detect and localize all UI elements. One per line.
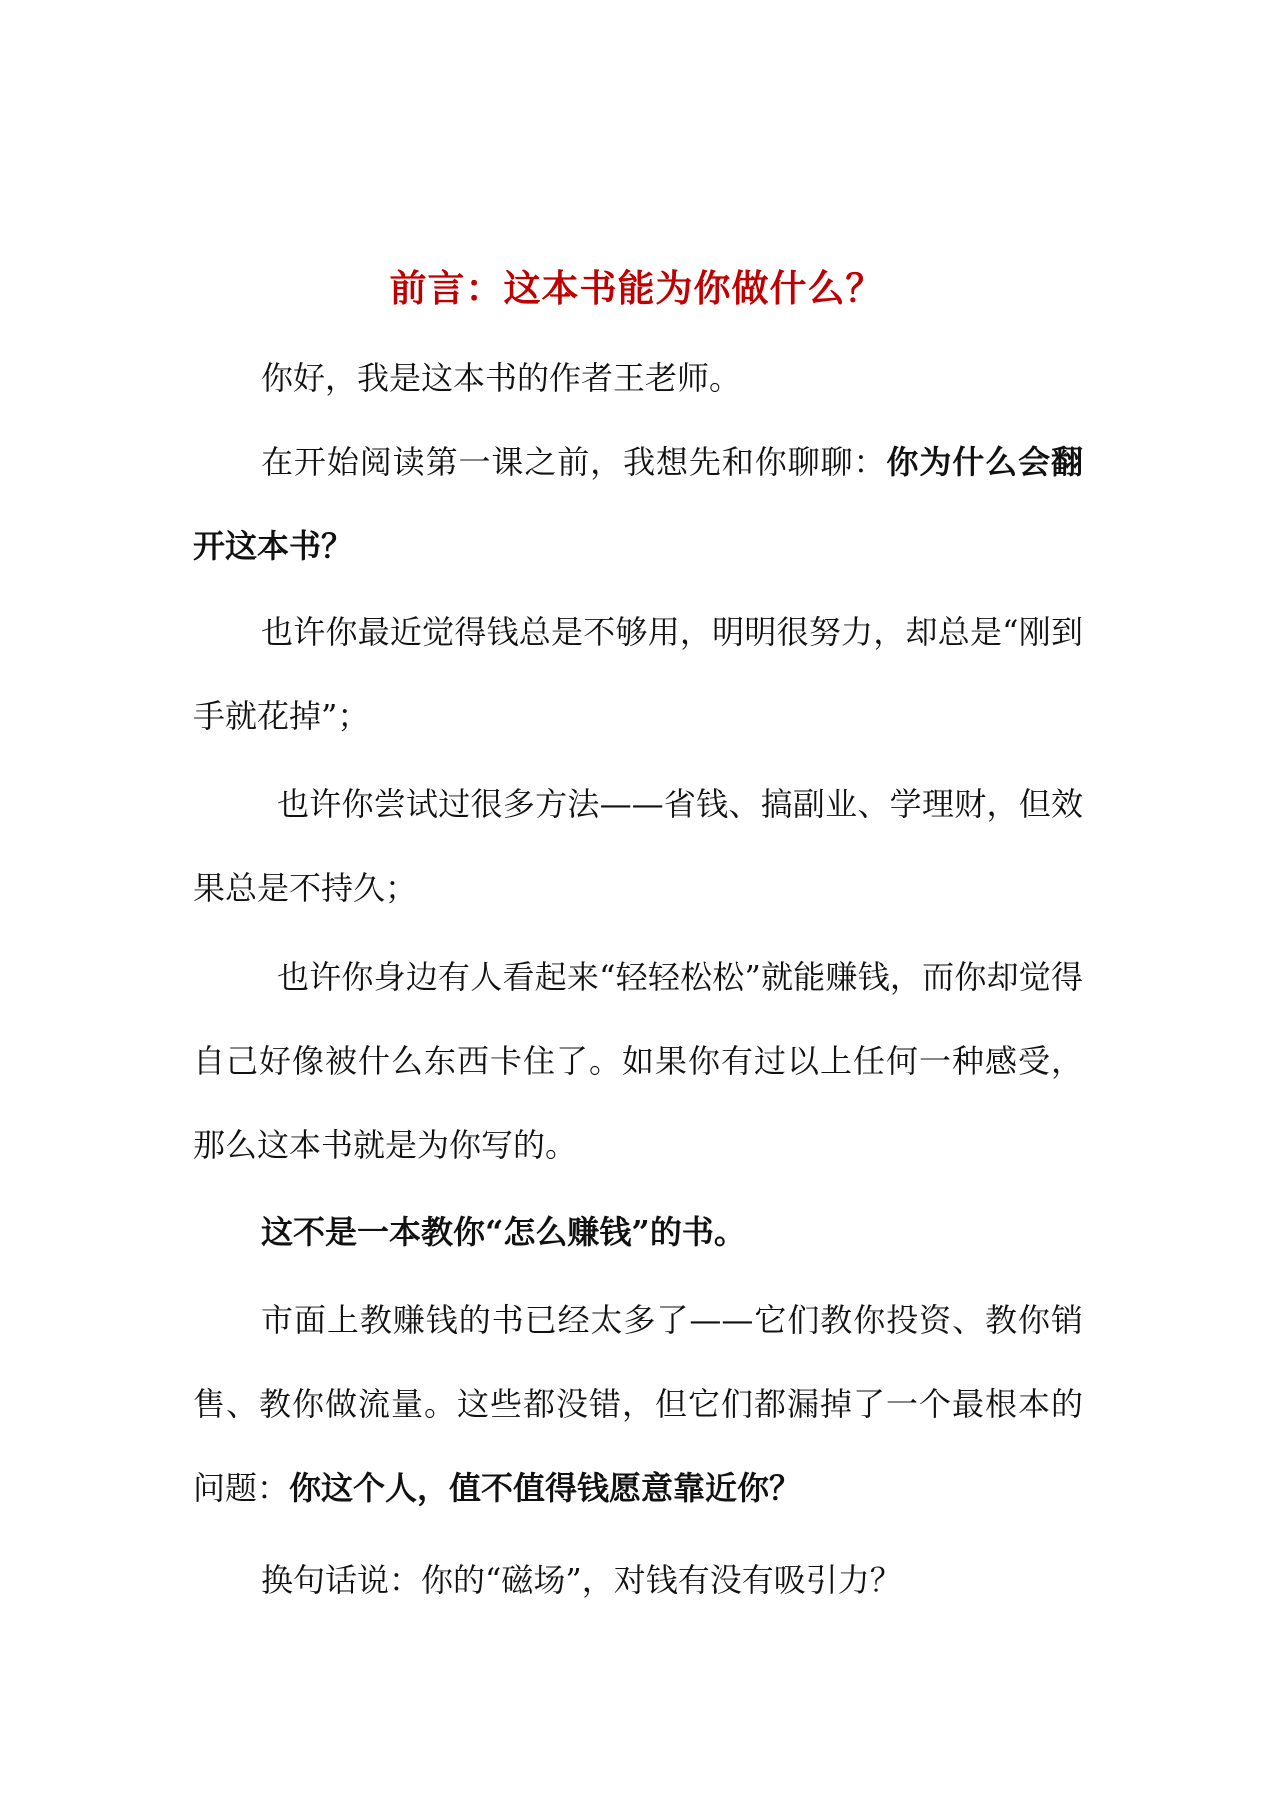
paragraph-greeting: 你好，我是这本书的作者王老师。 [261,359,742,397]
paragraph-market-text: 市面上教赚钱的书已经太多了——它们教你投资、教你销售、教你做流量。这些都没错，但它们都漏掉了一个最根本的问题： [193,1301,1083,1507]
paragraph-question: 换句话说：你的“磁场”，对钱有没有吸引力？ [261,1561,902,1599]
paragraph-maybe-1: 也许你最近觉得钱总是不够用，明明很努力，却总是“刚到手就花掉”； [193,613,1083,735]
paragraph-intro [193,420,1083,588]
paragraph-statement: 这不是一本教你“怎么赚钱”的书。 [261,1213,746,1251]
paragraph-intro-bold: 你为什么会翻开这本书？ [193,443,1083,565]
paragraph-market [193,1278,1083,1530]
paragraph-maybe-3: 也许你身边有人看起来“轻轻松松”就能赚钱，而你却觉得自己好像被什么东西卡住了。如果你有过以上任何一种感受，那么这本书就是为你写的。 [193,958,1083,1164]
page-title: 前言：这本书能为你做什么？ [389,266,884,310]
paragraph-intro-text: 在开始阅读第一课之前，我想先和你聊聊： [261,443,887,481]
paragraph-maybe-2: 也许你尝试过很多方法——省钱、搞副业、学理财，但效果总是不持久； [193,785,1083,907]
paragraph-market-bold: 你这个人，值不值得钱愿意靠近你？ [289,1469,802,1507]
